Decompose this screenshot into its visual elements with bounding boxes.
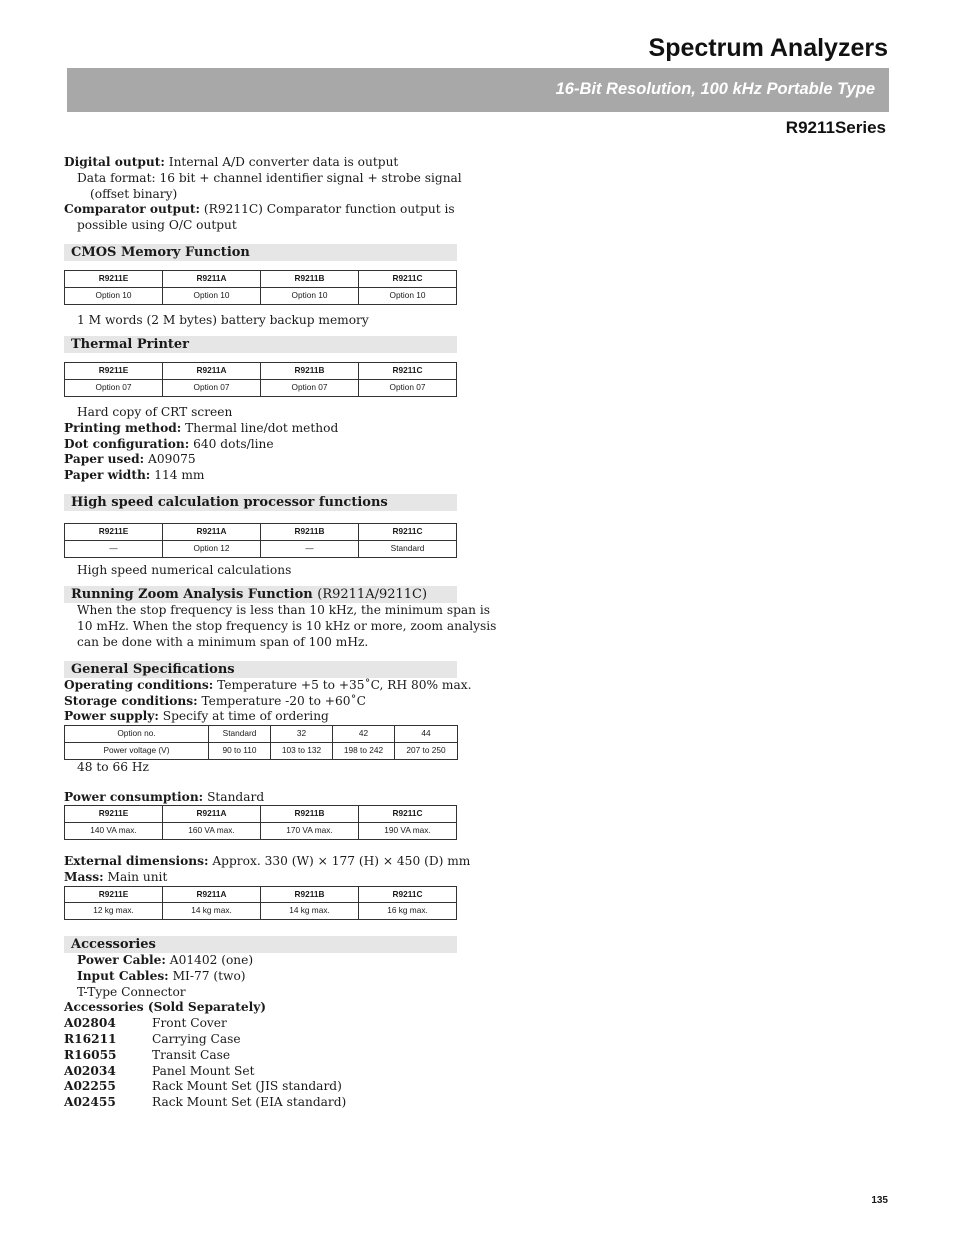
printer-note: Hard copy of CRT screen: [77, 404, 233, 419]
mass: Mass: Main unit: [64, 869, 168, 884]
mass-table: R9211E R9211A R9211B R9211C 12 kg max. 14 kg max. 14 kg max. 16 kg max.: [64, 886, 457, 921]
list-item: A02034 Panel Mount Set: [64, 1063, 255, 1078]
comparator-output-line2: possible using O/C output: [77, 218, 237, 233]
page-number: 135: [871, 1195, 888, 1206]
list-item: A02455 Rack Mount Set (EIA standard): [64, 1095, 347, 1110]
subtitle: 16-Bit Resolution, 100 kHz Portable Type: [555, 80, 875, 98]
comparator-output: Comparator output: (R9211C) Comparator function output is: [64, 202, 455, 217]
zoom-description: When the stop frequency is less than 10 kHz, the minimum span is 10 mHz. When the stop frequency is 10 kHz or more, zoom analysis can be done with a minimum span of 100 mHz.: [77, 603, 497, 649]
input-cables: Input Cables: MI-77 (two): [77, 968, 246, 983]
series-name: R9211Series: [785, 118, 886, 137]
cmos-table: R9211E R9211A R9211B R9211C Option 10 Option 10 Option 10 Option 10: [64, 270, 457, 305]
spec-column: [64, 155, 497, 1111]
power-consumption: Power consumption: Standard: [64, 789, 265, 804]
external-dimensions: External dimensions: Approx. 330 (W) × 177 (H) × 450 (D) mm: [64, 853, 471, 868]
list-item: A02804 Front Cover: [64, 1016, 227, 1031]
paper-width: Paper width: 114 mm: [64, 468, 205, 483]
hsc-note: High speed numerical calculations: [77, 562, 292, 577]
storage-conditions: Storage conditions: Temperature -20 to +60˚C: [64, 693, 366, 708]
data-format-line2: (offset binary): [90, 186, 178, 201]
digital-output: Digital output: Internal A/D converter data is output: [64, 155, 399, 169]
section-cmos-title: CMOS Memory Function: [64, 244, 457, 261]
section-zoom-title: Running Zoom Analysis Function (R9211A/9211C): [64, 586, 457, 603]
accessories-separate-title: Accessories (Sold Separately): [64, 1000, 267, 1015]
section-general-title: General Specifications: [64, 661, 457, 678]
subtitle-banner: [67, 68, 889, 112]
operating-conditions: Operating conditions: Temperature +5 to +35˚C, RH 80% max.: [64, 677, 472, 692]
data-format-line1: Data format: 16 bit + channel identifier signal + strobe signal: [77, 170, 462, 185]
t-type-connector: T-Type Connector: [77, 984, 186, 999]
paper-used: Paper used: A09075: [64, 452, 196, 467]
power-supply: Power supply: Specify at time of ordering: [64, 709, 329, 724]
cmos-note: 1 M words (2 M bytes) battery backup memory: [77, 312, 369, 327]
printer-table: R9211E R9211A R9211B R9211C Option 07 Option 07 Option 07 Option 07: [64, 362, 457, 397]
power-cable: Power Cable: A01402 (one): [77, 953, 254, 968]
power-voltage-table: Option no. Standard 32 42 44 Power voltage (V) 90 to 110 103 to 132 198 to 242 207 to 250: [64, 725, 458, 760]
printing-method: Printing method: Thermal line/dot method: [64, 420, 339, 435]
section-hsc-title: High speed calculation processor functions: [64, 494, 457, 511]
dot-configuration: Dot configuration: 640 dots/line: [64, 436, 274, 451]
list-item: R16055 Transit Case: [64, 1047, 231, 1062]
frequency: 48 to 66 Hz: [77, 759, 149, 774]
list-item: R16211 Carrying Case: [64, 1032, 241, 1047]
section-accessories-title: Accessories: [64, 936, 457, 953]
power-consumption-table: R9211E R9211A R9211B R9211C 140 VA max. 160 VA max. 170 VA max. 190 VA max.: [64, 805, 457, 840]
section-printer-title: Thermal Printer: [64, 336, 457, 353]
page-title: Spectrum Analyzers: [648, 34, 888, 62]
list-item: A02255 Rack Mount Set (JIS standard): [64, 1079, 342, 1094]
hsc-table: R9211E R9211A R9211B R9211C — Option 12 — Standard: [64, 523, 457, 558]
